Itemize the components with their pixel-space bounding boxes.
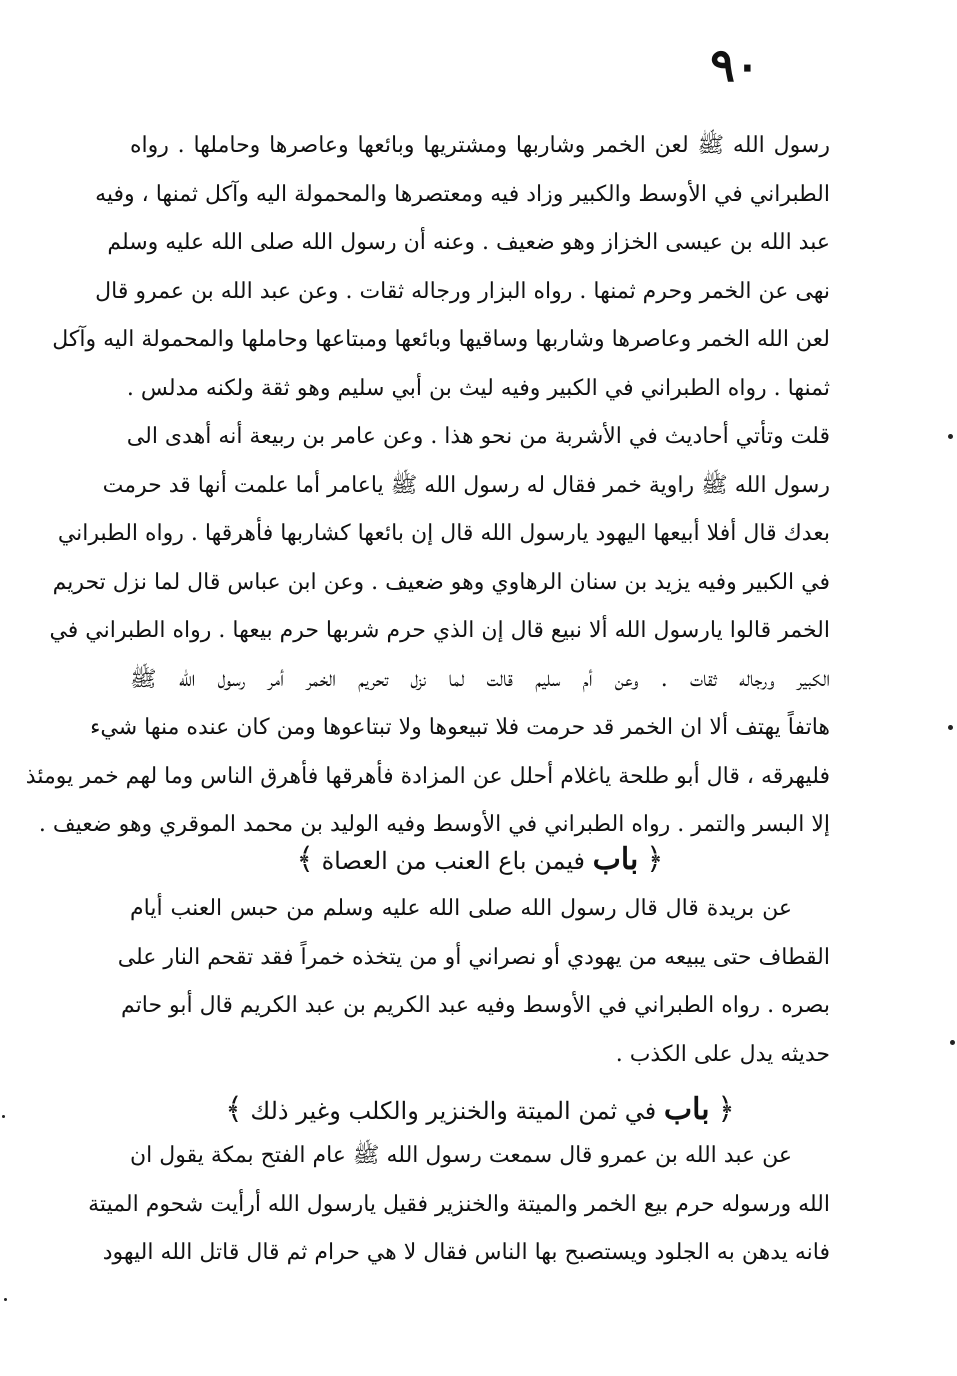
ornament-bracket-close: ﴾ xyxy=(225,1092,243,1127)
ornament-bracket-open: ﴿ xyxy=(717,1092,735,1127)
text-line: فانه يدهن به الجلود ويستصبح بها الناس فقال لا هي حرام ثم قال قاتل الله اليهود xyxy=(102,1240,830,1265)
ornament-bracket-close: ﴾ xyxy=(296,842,314,877)
heading-title: في ثمن الميتة والخنزير والكلب وغير ذلك xyxy=(250,1097,657,1125)
text-line: رسول الله ﷺ راوية خمر فقال له رسول الله ﷺ ياعامر أما علمت أنها قد حرمت xyxy=(102,472,830,498)
scan-speck xyxy=(948,725,953,730)
text-line: نهى عن الخمر وحرم ثمنها . رواه البزار ورجاله ثقات . وعن عبد الله بن عمرو قال xyxy=(95,278,830,304)
text-line: ثمنها . رواه الطبراني في الكبير وفيه ليث بن أبي سليم وهو ثقة ولكنه مدلس . xyxy=(126,375,830,401)
paragraph-2 xyxy=(117,885,830,1079)
text-line: الكبير ورجاله ثقات . وعن أم سليم قالت لما نزل تحريم الخمر أمر رسول الله ﷺ xyxy=(130,666,830,692)
text-line: القطاف حتى يبيعه من يهودي أو نصراني أو من يتخذه خمراً فقد تقحم النار على xyxy=(117,944,830,970)
scan-speck xyxy=(948,434,953,439)
text-line: حديثه يدل على الكذب . xyxy=(615,1041,830,1067)
text-line: الله ورسوله حرم بيع الخمر والميتة والخنزير فقيل يارسول الله أرأيت شحوم الميتة xyxy=(88,1191,830,1217)
text-line: بعدك قال أفلا أبيعها اليهود يارسول الله قال إن بائعها كشاربها فأهرقها . رواه الطبراني xyxy=(57,521,830,546)
ornament-bracket-open: ﴿ xyxy=(646,842,664,877)
text-line: فليهرقه ، قال أبو طلحة ياغلام أحلل عن المزادة فأهرقها فأهرق الناس وما لهم خمر يومئذ xyxy=(25,763,830,789)
scan-speck xyxy=(950,1040,955,1045)
text-line: عن عبد الله بن عمرو قال سمعت رسول الله ﷺ عام الفتح بمكة يقول ان xyxy=(130,1143,792,1168)
text-line: هاتفاً يهتف ألا ان الخمر قد حرمت فلا تبيعوها ولا تبتاعوها ومن كان عنده منها شيء xyxy=(90,715,830,740)
chapter-heading xyxy=(130,1080,830,1140)
text-line: عبد الله بن عيسى الخزاز وهو ضعيف . وعنه أن رسول الله صلى الله عليه وسلم xyxy=(107,230,830,255)
text-line: لعن الله الخمر وعاصرها وشاربها وساقيها وبائعها ومبتاعها وحاملها والمحمولة اليه وآكل xyxy=(52,327,830,352)
heading-bab: باب xyxy=(663,1092,710,1127)
text-line: قلت وتأتي أحاديث في الأشربة من نحو هذا . وعن عامر بن ربيعة أنه أهدى الى xyxy=(126,424,830,449)
text-line: عن بريدة قال قال رسول الله صلى الله عليه وسلم من حبس العنب أيام xyxy=(130,896,792,921)
page-number: ٩٠ xyxy=(710,38,760,92)
paragraph-3 xyxy=(88,1132,830,1278)
text-line: الطبراني في الأوسط والكبير وزاد فيه ومعتصرها والمحمولة اليه وآكل ثمنها ، وفيه xyxy=(95,181,830,207)
heading-bab: باب xyxy=(592,842,639,877)
text-line: في الكبير وفيه يزيد بن سنان الرهاوي وهو ضعيف . وعن ابن عباس قال لما نزل تحريم xyxy=(52,569,830,595)
paragraph-1 xyxy=(25,122,830,850)
text-line: رسول الله ﷺ لعن الخمر وشاربها ومشتريها وبائعها وعاصرها وحاملها . رواه xyxy=(130,133,830,158)
text-line: بصره . رواه الطبراني في الأوسط وفيه عبد الكريم بن عبد الكريم قال أبو حاتم xyxy=(121,993,830,1018)
text-line: إلا البسر والتمر . رواه الطبراني في الأوسط وفيه الوليد بن محمد الموقري وهو ضعيف . xyxy=(38,812,830,837)
scan-speck xyxy=(2,1115,5,1118)
text-line: الخمر قالوا يارسول الله ألا نبيع قال إن الذي حرم شربها حرم بيعها . رواه الطبراني في xyxy=(49,618,830,643)
scan-speck xyxy=(4,1298,7,1301)
chapter-heading xyxy=(130,830,830,890)
heading-title: فيمن باع العنب من العصاة xyxy=(321,847,586,875)
